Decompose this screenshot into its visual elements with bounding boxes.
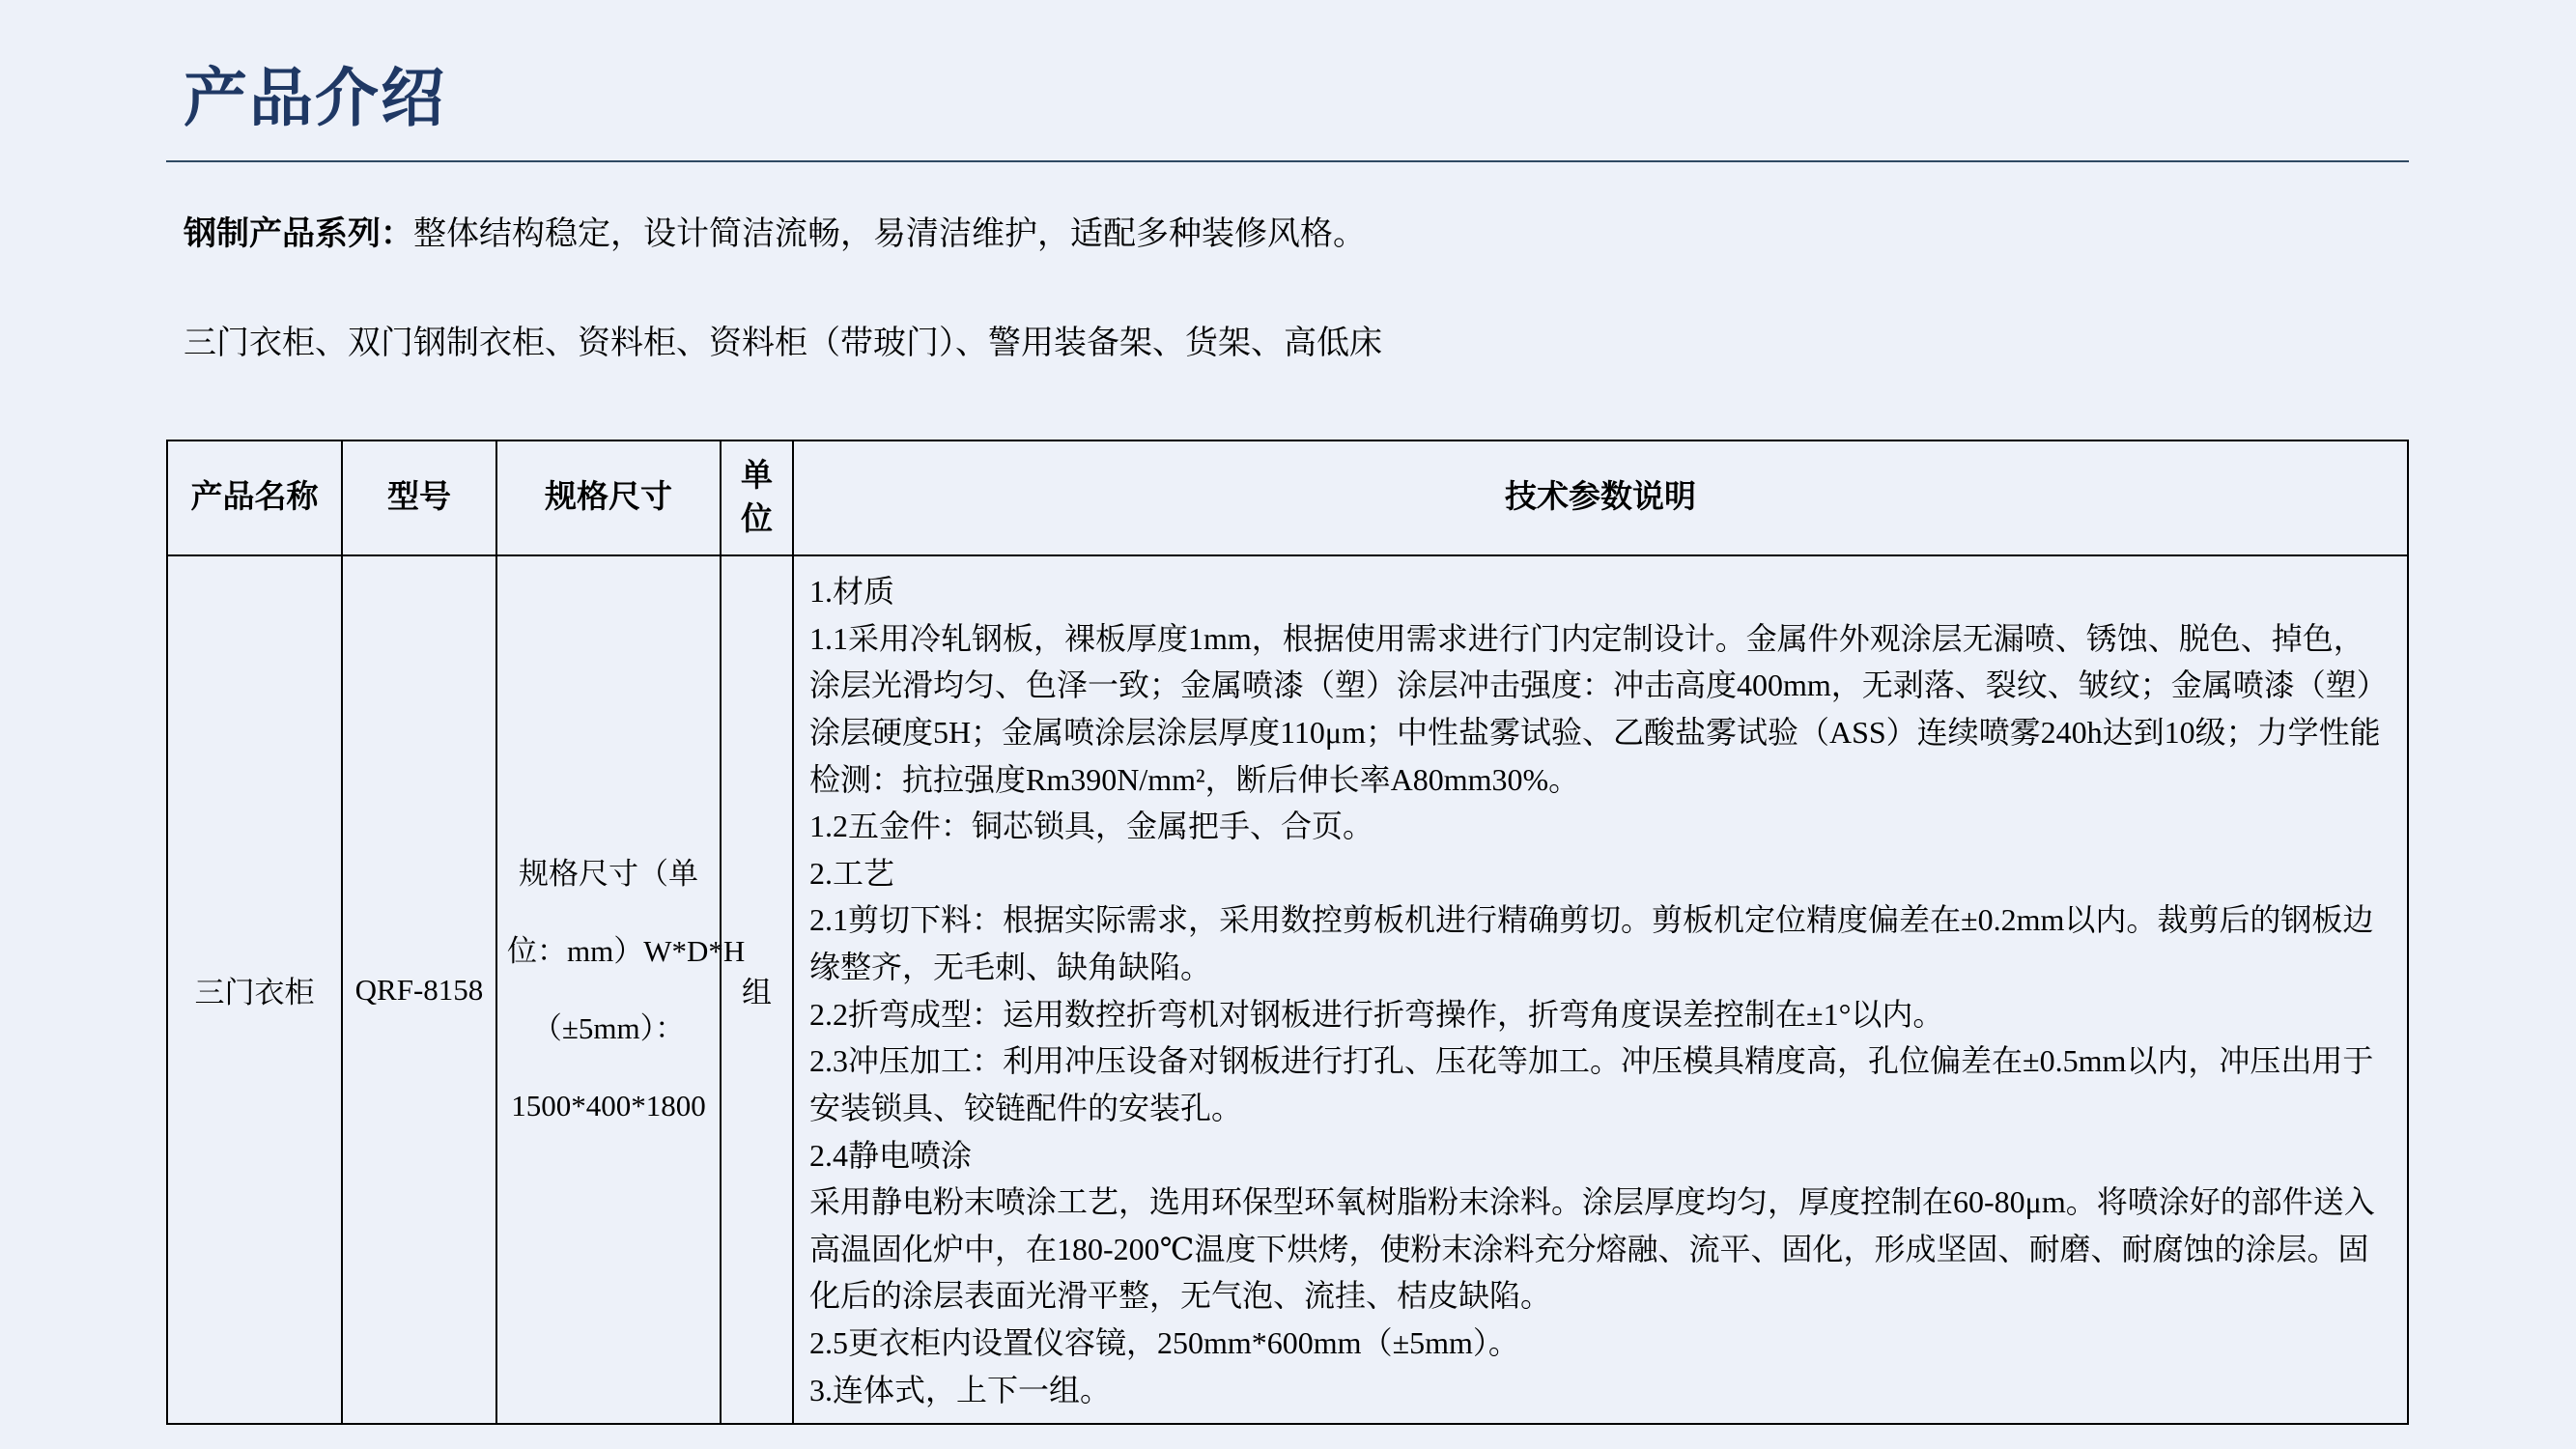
table-header-row xyxy=(167,440,2408,555)
series-label: 钢制产品系列： xyxy=(184,215,413,252)
title-divider xyxy=(166,160,2409,162)
col-header-tech-params: 技术参数说明 xyxy=(793,440,2408,555)
tech-param-line: 2.5更衣柜内设置仪容镜，250mm*600mm（±5mm）。 xyxy=(809,1325,1519,1361)
spec-line: （±5mm）： xyxy=(531,1010,686,1045)
tech-param-line: 采用静电粉末喷涂工艺，选用环保型环氧树脂粉末涂料。涂层厚度均匀，厚度控制在60-80μm。将喷涂好的部件送入高温固化炉中，在180-200℃温度下烘烤，使粉末涂料充分熔融、流平、固化，形成坚固、耐磨、耐腐蚀的涂层。固化后的涂层表面光滑平整，无气泡、流挂、桔皮缺陷。 xyxy=(809,1184,2375,1314)
tech-param-line: 2.2折弯成型：运用数控折弯机对钢板进行折弯操作，折弯角度误差控制在±1°以内。 xyxy=(809,996,1944,1032)
cell-spec xyxy=(496,555,746,1424)
series-intro xyxy=(184,213,1366,256)
spec-line: 1500*400*1800 xyxy=(511,1088,706,1122)
col-header-unit: 单位 xyxy=(721,440,793,555)
cell-unit: 组 xyxy=(721,555,793,1424)
tech-param-line: 2.1剪切下料：根据实际需求，采用数控剪板机进行精确剪切。剪板机定位精度偏差在±0.2mm以内。裁剪后的钢板边缘整齐，无毛刺、缺角缺陷。 xyxy=(809,902,2374,985)
tech-param-line: 1.材质 xyxy=(809,574,895,610)
tech-param-line: 2.工艺 xyxy=(809,855,895,891)
spec-line: 规格尺寸（单 xyxy=(519,856,698,891)
tech-param-line: 2.4静电喷涂 xyxy=(809,1137,973,1173)
tech-param-line: 3.连体式，上下一组。 xyxy=(809,1372,1112,1407)
cell-model: QRF-8158 xyxy=(342,555,496,1424)
tech-param-line: 1.1采用冷轧钢板，裸板厚度1mm，根据使用需求进行门内定制设计。金属件外观涂层无漏喷、锈蚀、脱色、掉色，涂层光滑均匀、色泽一致；金属喷漆（塑）涂层冲击强度：冲击高度400mm，无剥落、裂纹、皱纹；金属喷漆（塑）涂层硬度5H；金属喷涂层涂层厚度110μm；中性盐雾试验、乙酸盐雾试验（ASS）连续喷雾240h达到10级；力学性能检测：抗拉强度Rm390N/mm²，断后伸长率A80mm30%。 xyxy=(809,620,2388,797)
col-header-spec: 规格尺寸 xyxy=(496,440,721,555)
table-row xyxy=(167,555,2408,1424)
col-header-model: 型号 xyxy=(342,440,496,555)
spec-line: 位：mm）W*D*H xyxy=(507,933,746,968)
tech-param-line: 2.3冲压加工：利用冲压设备对钢板进行打孔、压花等加工。冲压模具精度高，孔位偏差在±0.5mm以内，冲压出用于安装锁具、铰链配件的安装孔。 xyxy=(809,1043,2374,1125)
product-spec-table xyxy=(166,440,2409,1425)
cell-product-name: 三门衣柜 xyxy=(167,555,342,1424)
series-description: 整体结构稳定，设计简洁流畅，易清洁维护，适配多种装修风格。 xyxy=(413,216,1366,252)
cell-tech-params xyxy=(793,555,2408,1424)
page-title: 产品介绍 xyxy=(184,62,446,133)
tech-param-line: 1.2五金件：铜芯锁具，金属把手、合页。 xyxy=(809,809,1374,844)
product-list: 三门衣柜、双门钢制衣柜、资料柜、资料柜（带玻门）、警用装备架、货架、高低床 xyxy=(184,326,1382,361)
col-header-product-name: 产品名称 xyxy=(167,440,342,555)
